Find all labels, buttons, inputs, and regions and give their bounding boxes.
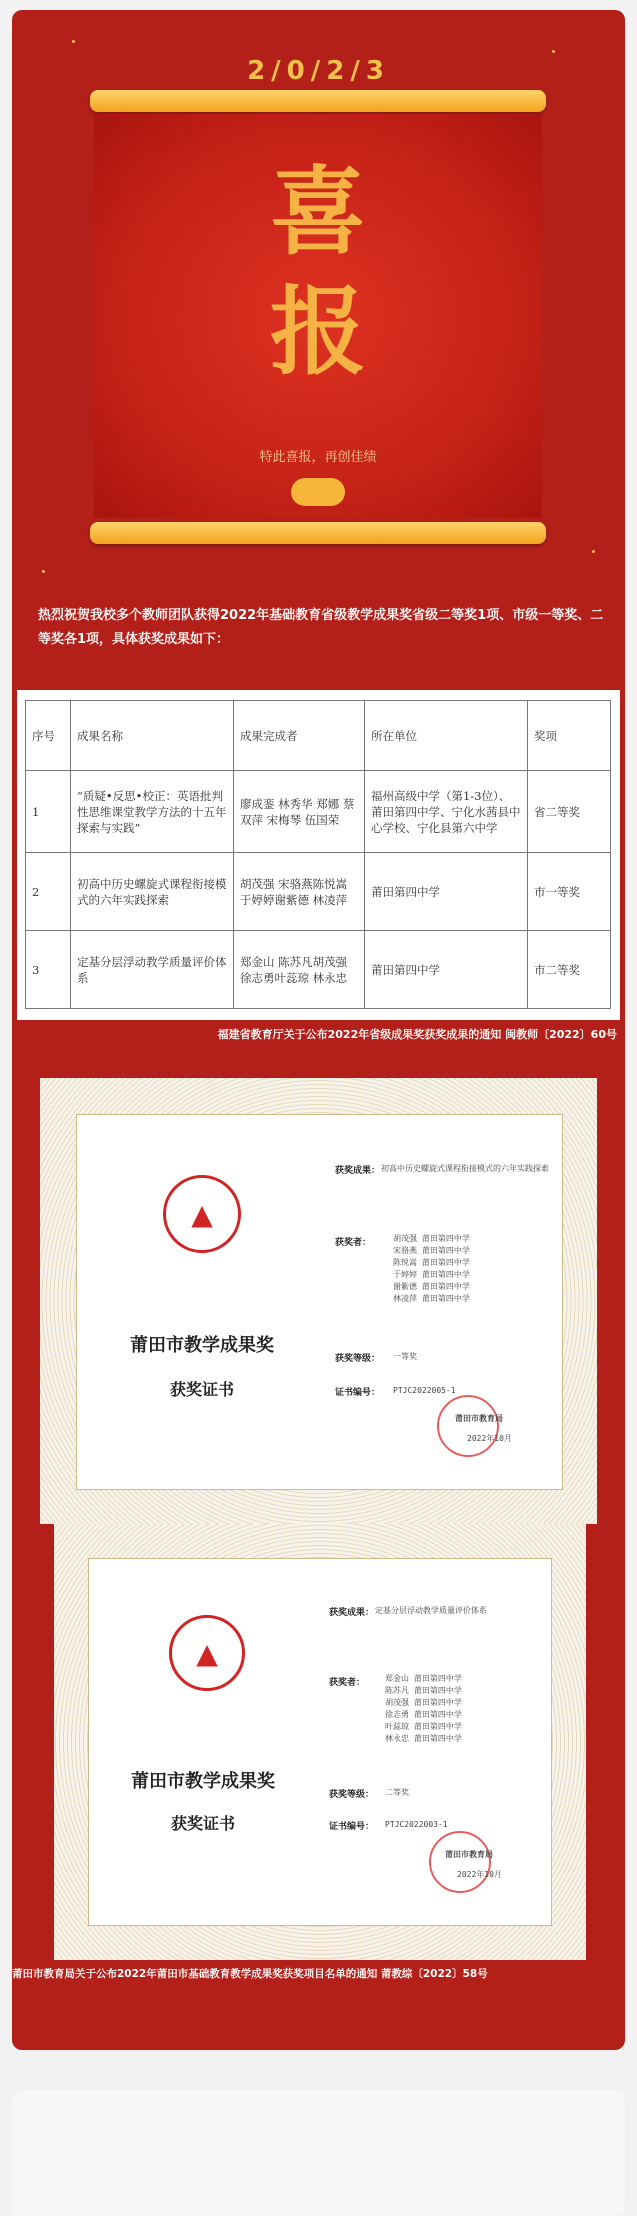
table-cell: 定基分层浮动教学质量评价体系 — [71, 931, 234, 1009]
table-cell: 胡茂强 宋骆燕陈悦嵩 于婷婷谢紫德 林凌萍 — [234, 853, 365, 931]
code-value: PTJC2022003-1 — [385, 1820, 448, 1829]
table-cell: 福州高级中学（第1-3位）、莆田第四中学、宁化水茜县中心学校、宁化县第六中学 — [365, 771, 528, 853]
table-header: 序号 — [26, 701, 71, 771]
winners-label: 获奖者： — [329, 1678, 366, 1688]
table-caption: 福建省教育厅关于公布2022年省级成果奖获奖成果的通知 闽教师〔2022〕60号 — [217, 1028, 617, 1041]
issue-date: 2022年10月 — [457, 1870, 502, 1879]
winner-line: 郑金山 莆田第四中学 — [385, 1674, 462, 1683]
table-cell: “质疑•反思•校正：英语批判性思维课堂教学方法的十五年探索与实践” — [71, 771, 234, 853]
certificate-title: 莆田市教学成果奖 — [130, 1335, 274, 1356]
table-cell: 郑金山 陈苏凡胡茂强 徐志勇叶蕊琼 林永忠 — [234, 931, 365, 1009]
table-header: 成果完成者 — [234, 701, 365, 771]
results-table-panel — [17, 690, 620, 1020]
sparkle-icon — [42, 570, 45, 573]
certificate-1 — [40, 1078, 597, 1524]
code-label: 证书编号： — [329, 1822, 375, 1832]
winner-line: 林永忠 莆田第四中学 — [385, 1734, 462, 1743]
headline-char-xi: 喜 — [270, 156, 366, 268]
table-row — [26, 771, 611, 853]
winner-line: 林凌萍 莆田第四中学 — [393, 1294, 470, 1303]
winner-line: 徐志勇 莆田第四中学 — [385, 1710, 462, 1719]
code-label: 证书编号： — [335, 1388, 381, 1398]
red-stamp-icon — [429, 1831, 491, 1893]
winner-line: 叶蕊琼 莆田第四中学 — [385, 1722, 462, 1731]
gold-pill-decoration — [291, 478, 345, 506]
table-header: 所在单位 — [365, 701, 528, 771]
headline-char-bao: 报 — [270, 276, 366, 388]
table-header-row — [26, 701, 611, 771]
celebration-poster — [12, 10, 625, 2050]
table-cell: 3 — [26, 931, 71, 1009]
level-value: 一等奖 — [393, 1352, 417, 1361]
issuer: 莆田市教育局 — [445, 1850, 493, 1859]
table-cell: 2 — [26, 853, 71, 931]
table-cell: 市二等奖 — [528, 931, 611, 1009]
table-cell: 廖成銮 林秀华 郑娜 蔡双萍 宋梅琴 伍国荣 — [234, 771, 365, 853]
issue-date: 2022年10月 — [467, 1434, 512, 1443]
winner-line: 陈悦嵩 莆田第四中学 — [393, 1258, 470, 1267]
intro-text: 热烈祝贺我校多个教师团队获得2022年基础教育省级教学成果奖省级二等奖1项、市级一等奖、二等奖各1项，具体获奖成果如下： — [38, 608, 604, 647]
emblem-icon: ▲ — [163, 1175, 241, 1253]
table-row — [26, 931, 611, 1009]
winner-line: 于婷婷 莆田第四中学 — [393, 1270, 470, 1279]
scroll-bottom-rod — [90, 522, 546, 544]
red-scroll — [94, 114, 542, 518]
certificate-subtitle: 获奖证书 — [169, 1380, 234, 1399]
winner-line: 胡茂强 莆田第四中学 — [393, 1234, 470, 1243]
table-cell: 1 — [26, 771, 71, 853]
winner-line: 陈苏凡 莆田第四中学 — [385, 1686, 462, 1695]
certificate-title: 莆田市教学成果奖 — [131, 1771, 275, 1792]
year-heading: 2/0/2/3 — [247, 56, 390, 86]
results-table — [25, 700, 611, 1009]
table-header: 奖项 — [528, 701, 611, 771]
achievement-value: 初高中历史螺旋式课程衔接模式的六年实践探索 — [381, 1164, 549, 1173]
footer-card — [12, 2090, 625, 2216]
table-header: 成果名称 — [71, 701, 234, 771]
winners-label: 获奖者： — [335, 1238, 372, 1248]
table-cell: 初高中历史螺旋式课程衔接模式的六年实践探索 — [71, 853, 234, 931]
sparkle-icon — [72, 40, 75, 43]
winner-line: 宋骆燕 莆田第四中学 — [393, 1246, 470, 1255]
achievement-label: 获奖成果： — [329, 1608, 375, 1618]
table-cell: 省二等奖 — [528, 771, 611, 853]
slogan: 特此喜报，再创佳绩 — [259, 450, 377, 465]
certificate-subtitle: 获奖证书 — [170, 1814, 235, 1833]
level-value: 二等奖 — [385, 1788, 409, 1797]
table-row — [26, 853, 611, 931]
achievement-label: 获奖成果： — [335, 1166, 381, 1176]
sparkle-icon — [552, 50, 555, 53]
emblem-icon: ▲ — [169, 1615, 245, 1691]
certificate-inner — [88, 1558, 552, 1926]
level-label: 获奖等级： — [329, 1790, 375, 1800]
code-value: PTJC2022005-1 — [393, 1386, 456, 1395]
sparkle-icon — [592, 550, 595, 553]
table-cell: 莆田第四中学 — [365, 931, 528, 1009]
certificate-2 — [54, 1524, 586, 1960]
certificate-inner — [76, 1114, 563, 1490]
red-stamp-icon — [437, 1395, 499, 1457]
issuer: 莆田市教育局 — [455, 1414, 503, 1423]
winner-line: 胡茂强 莆田第四中学 — [385, 1698, 462, 1707]
scroll-top-rod — [90, 90, 546, 112]
table-cell: 莆田第四中学 — [365, 853, 528, 931]
table-cell: 市一等奖 — [528, 853, 611, 931]
achievement-value: 定基分层浮动教学质量评价体系 — [375, 1606, 487, 1615]
level-label: 获奖等级： — [335, 1354, 381, 1364]
winner-line: 谢紫德 莆田第四中学 — [393, 1282, 470, 1291]
certificate-caption: 莆田市教育局关于公布2022年莆田市基础教育教学成果奖获奖项目名单的通知 莆教综〔2022〕58号 — [12, 1968, 488, 1980]
